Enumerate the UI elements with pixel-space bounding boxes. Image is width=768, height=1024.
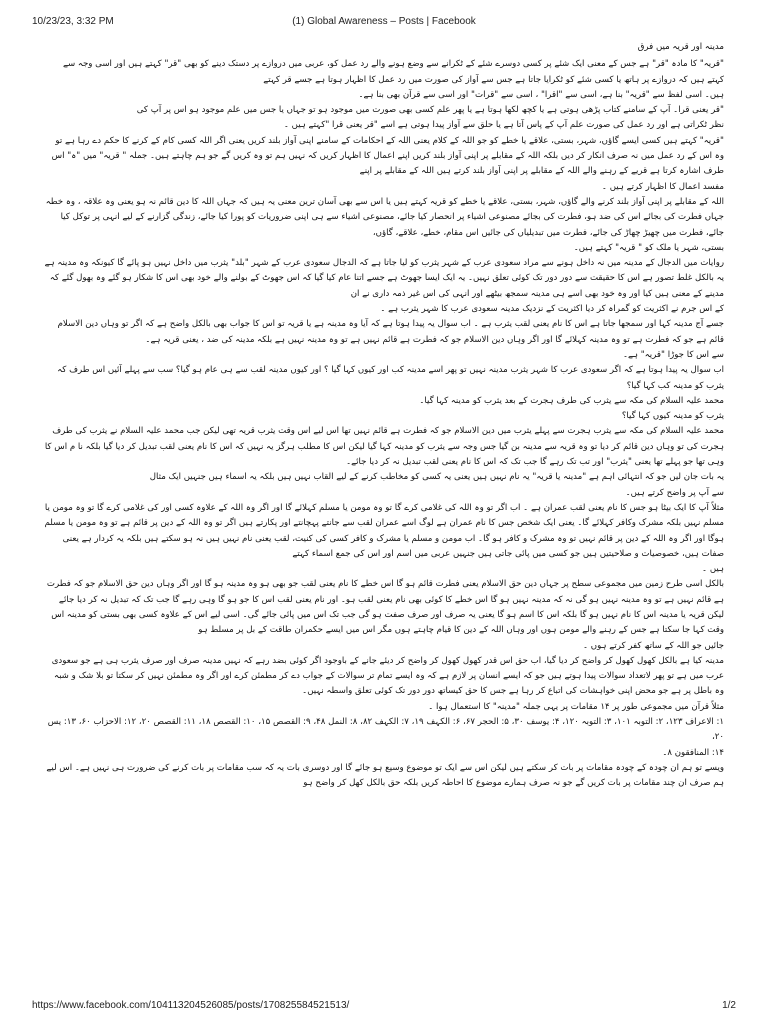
page-url: https://www.facebook.com/104113204526085/posts/170825584521513/: [32, 1000, 350, 1011]
post-paragraph: روایات میں الدجال کے مدینہ میں نہ داخل ہونے سے مراد سعودی عرب کے شہر یثرب کو لیا جاتا ہے کہ الدجال سعودی عرب کے شہر "بلد" یثرب میں داخل نہیں ہو پائے گا کیونکہ وہ مدینہ ہے یہ بالکل غلط تصور ہے اس کا حقیقت سے دور دور تک کوئی تعلق نہیں۔ یہ ایک ایسا جھوٹ ہے جسے اتنا عام کیا گیا کہ اس جھوٹ کے بولنے والے خود بھی اس کا شکار ہو گئے وہ بھول گئے کہ مدینے کے معنی ہیں کیا اور وہ خود بھی اسے ہی مدینہ سمجھ بیٹھے اور انہی کی اس غیر ذمہ داری نے ان: [44, 258, 724, 299]
post-paragraph: مدینہ کیا ہے بالکل کھول کھول کر واضح کر دیا گیا، اب حق اس قدر کھول کھول کر واضح کر دیئے جانے کے باوجود اگر کوئی بضد رہے کہ نہیں مدینہ صرف اور صرف یثرب ہی ہے جو سعودی عرب میں ہے تو پھر لاتعداد سوالات پیدا ہوتے ہیں جو کہ ایسے انسان پر لازم ہے کہ وہ ایسے تمام تر سوالات کے جواب دے کر مطمئن کرے اور اگر وہ مطمئن نہیں کر سکتا تو بلا شک و شبہ وہ باطل پر ہے جو محض اپنی خواہشات کی اتباع کر رہا ہے جس کا حق کیساتھ دور دور تک کوئی تعلق واسطہ نہیں۔: [51, 655, 724, 697]
post-paragraph: یہ بات جان لیں جو کہ انتہائی اہم ہے "مدینہ یا قریہ" یہ نام نہیں ہیں یعنی یہ کسی کو مخاطب کرنے کے لیے القاب نہیں ہیں بلکہ یہ اسماء ہیں جنہیں ایک مثال: [149, 472, 724, 483]
post-content: [44, 40, 724, 990]
post-paragraph: ہیں ۔: [702, 564, 724, 575]
post-heading: مدینہ اور قریہ میں فرق: [637, 42, 724, 52]
post-paragraph: ۱: الاعراف ۱۲۳، ۲: التوبہ ۱۰۱، ۳: التوبہ ۱۲۰، ۴: یوسف ۳۰، ۵: الحجر ۶۷، ۶: الکہف ۱۹، ۷: الکہف ۸۲، ۸: النمل ۴۸، ۹: القصص ۱۵، ۱۰: القصص ۱۸، ۱۱: القصص ۲۰، ۱۲: الاحزاب ۶۰، ۱۳: یس ۲۰،: [47, 717, 724, 743]
page-number: 1/2: [722, 1000, 736, 1011]
post-paragraph: یثرب کو مدینہ کیوں کہا گیا؟: [621, 411, 724, 422]
post-paragraph: سے اس کا جوڑا "قریہ" ہے۔: [622, 349, 724, 360]
post-paragraph: مثلاً آپ کا ایک بیٹا ہو جس کا نام یعنی لقب عمران ہے ۔ اب اگر تو وہ اللہ کی غلامی کرے گا تو وہ مومن یا مسلم کہلائے گا اور اگر وہ اللہ کے علاوہ کسی اور کی غلامی کرے گا تو وہ مومن یا مسلم نہیں بلکہ مشرک وکافر کہلائے گا۔ یعنی ایک شخص جس کا نام عمران ہے لوگ اسے عمران لقب سے جانتے پہچانتے اور پکارتے ہیں اگر تو وہ اللہ کے دین پر قائم ہے تو وہ مومن یا مسلم ہوگا اور اگر وہ اللہ کے دین پر قائم نہیں تو وہ مشرک و کافر ہو گا۔ اب مومن و مسلم یا مشرک و کافر کسی کی کنیت، لقب یعنی نام نہیں ہیں نہ ہو سکتے ہیں بلکہ یہ کردار ہے یعنی صفات ہیں، خصوصیات و صلاحیتیں ہیں جو کسی میں پائی جاتی ہیں جنہیں عربی میں اسم اور اس کی جمع اسماء کہتے: [44, 502, 724, 559]
post-paragraph: "قریہ" کہتے ہیں کسی ایسے گاؤں، شہر، بستی، علاقے یا خطے کو جو اللہ کے کلام یعنی اللہ کے احکامات کے سامنے اپنی آواز بلند کریں یعنی اگر اللہ کسی کام کے کرنے کا حکم دے رہا ہے تو وہ اس کے رد عمل میں نہ صرف انکار کر دیں بلکہ اللہ کے مقابلے پر اپنی آواز بلند کریں اپنے اعمال کا اظہار کریں کہ نہیں ہم تو وہ کریں گے جو ہم چاہتے ہیں۔ جملہ " قریہ" میں "ہ" اس طرف اشارہ کرتا ہے قریے کے رہنے والے اللہ کے مقابلے پر اپنی آواز بلند کرتے ہیں اللہ کے مقابلے پر اپنے: [51, 135, 724, 177]
post-paragraph: اب سوال یہ پیدا ہوتا ہے کہ اگر سعودی عرب کا شہر یثرب مدینہ نہیں تو پھر اسے مدینہ کب اور کیوں کہا گیا ؟ اور کیوں مدینہ لقب سے ہی عام ہو گیا؟ سب سے پہلے آئیں اس طرف کہ یثرب کو مدینہ کب کہا گیا؟: [57, 365, 724, 391]
print-header: [32, 16, 736, 30]
post-paragraph: محمد علیہ السلام کی مکہ سے یثرب ہجرت سے پہلے یثرب میں دین الاسلام جو کہ فطرت ہے قائم نہیں تھا اس لیے اس وقت یثرب قریہ تھی لیکن جب محمد علیہ السلام نے یثرب کی طرف ہجرت کی تو وہاں دین قائم کر دیا تو وہ قریہ سے مدینہ بن گیا جس وجہ سے یثرب کو مدینہ کہا گیا لیکن اس کا مطلب ہرگز یہ نہیں کہ اس کا نام یعنی لقب تبدیل کر دیا گیا بلکہ نا م اس کا وہی تھا جو پہلے تھا یعنی "یثرب" اور تب تک رہے گا جب تک کہ اس کا نام یعنی لقب تبدیل نہ کر دیا جائے۔: [44, 426, 724, 468]
post-body: [44, 57, 724, 791]
post-paragraph: "قر یعنی قرا۔ آپ کے سامنے کتاب پڑھی ہوتی ہے یا کچھ لکھا ہوتا ہے یا پھر علم کسی بھی صورت میں موجود ہو تو جہاں یا جس میں علم موجود ہو اس پر آپ کی: [136, 105, 724, 116]
post-paragraph: جائیں جو اللہ کے ساتھ کفر کرتے ہوں ۔: [583, 640, 724, 651]
post-paragraph: ویسے تو ہم ان چودہ کے چودہ مقامات پر بات کر سکتے ہیں لیکن اس سے ایک تو موضوع وسیع ہو جائے گا اور دوسری بات یہ کہ سب مقامات پر بات کرنے کی ضرورت ہی نہیں ہے۔ اس لیے ہم صرف ان چند مقامات پر بات کریں گے جو نہ صرف ہمارے موضوع کا احاطہ کریں بلکہ حق بالکل کھل کر واضح ہو: [46, 762, 724, 789]
post-paragraph: بستی، شہر یا ملک کو " قریہ" کہتے ہیں۔: [573, 242, 724, 253]
post-paragraph: جسے آج مدینہ کہا اور سمجھا جاتا ہے اس کا نام یعنی لقب یثرب ہے ۔ اب سوال یہ پیدا ہوتا ہے کہ آیا وہ مدینہ ہے یا قریہ تو اس کا جواب بھی بالکل واضح ہے کہ اگر تو وہاں دین الاسلام قائم ہے جو کہ فطرت ہے تو وہ مدینہ کہلائے گا اور اگر وہاں دین الاسلام جو کہ فطرت ہے قائم نہیں ہے تو وہ مدینہ نہیں ہے بلکہ مدینہ کی ضد ، یعنی قریہ ہے۔: [57, 319, 724, 345]
post-paragraph: بالکل اسی طرح زمین میں مجموعی سطح پر جہاں دین حق الاسلام یعنی فطرت قائم ہو گا اس خطے کا نام یعنی لقب جو بھی ہو وہ مدینہ ہو گا اور اگر وہاں دین حق الاسلام جو کہ فطرت ہے قائم نہیں ہے تو وہ مدینہ نہیں ہو گی نہ کہ مدینہ نہیں ہو گا اس خطے کا کوئی بھی نام یعنی لقب ہو۔ اور نام یعنی لقب اس کا جو ہو گا وہی رہے گا جب تک کہ تبدیل نہ کر دیا جائے لیکن قریہ یا مدینہ اس کا نام نہیں ہو گا بلکہ اس کا اسم ہو گا یعنی یہ صرف اور صرف صفت ہو گی جب تک اس میں پائی جائے گی۔ اسی لیے اس کے علاوہ کسی بھی بستی کو مدینہ اس وقت کہا جا سکتا ہے جس کے رہنے والے مومن ہوں اور وہاں اللہ کے دین کا قیام چاہتے ہوں مگر اس میں ایسے حکمران طاقت کے بل پر مسلط ہو: [46, 579, 724, 636]
print-footer: [32, 1000, 736, 1014]
post-paragraph: اللہ کے مقابلے پر اپنی آواز بلند کرنے والے گاؤں، شہر، بستی، علاقے یا خطے کو قریہ کہتے ہیں یا اس سے بھی آسان ترین معنی یہ ہیں کہ جہاں اللہ کا دین قائم نہ ہو یعنی وہ علاقہ ، وہ خطہ جہاں فطرت کی بجائے اس کی ضد ہو، فطرت کی بجائے مصنوعی اشیاء پر انحصار کیا جائے، مصنوعی اشیاء سے ہی اپنی ضروریات کو پورا کیا جائے، زندگی گزارنے کے لیے انہی پر توکل کیا جائے، فطرت میں چھیڑ چھاڑ کی جائے، فطرت میں تبدیلیاں کی جائیں اس مقام، خطے، علاقے، گاؤں،: [45, 196, 724, 238]
post-paragraph: ۱۴: المنافقون ۸۔: [662, 747, 724, 758]
post-paragraph: نظر ٹکراتی ہے اور رد عمل کی صورت علم آپ کے پاس آتا ہے یا حلق سے آواز پیدا ہوتی ہے اسے "قر یعنی قرا "کہتے ہیں ۔: [283, 120, 724, 131]
post-paragraph: مثلاً قرآن میں مجموعی طور پر ۱۴ مقامات پر یہی جملہ "مدینہ" کا استعمال ہوا ۔: [428, 701, 724, 712]
post-paragraph: سے آپ پر واضح کرتے ہیں۔: [625, 487, 724, 498]
page-title: (1) Global Awareness – Posts | Facebook: [292, 16, 476, 27]
print-datetime: 10/23/23, 3:32 PM: [32, 16, 114, 27]
post-paragraph: محمد علیہ السلام کی مکہ سے یثرب کی طرف ہجرت کے بعد یثرب کو مدینہ کہا گیا۔: [419, 395, 724, 406]
post-paragraph: "قریہ" کا مادہ "قر" ہے جس کے معنی ایک شئے پر کسی دوسرے شئے کے ٹکرانے سے وضع ہونے والے رد عمل کو، عربی میں دروازے پر دستک دینے کو بھی "قر" کہتے ہیں اور اسی وجہ سے کہتے ہیں کہ دروازے پر ہاتھ یا کسی شئے کو ٹکرایا جاتا ہے جس سے آواز کی صورت میں رد عمل کا اظہار ہوتا ہے جسے قر کہتے: [62, 59, 724, 85]
post-paragraph: مفسد اعمال کا اظہار کرتے ہیں ۔: [601, 181, 724, 192]
post-paragraph: ہیں۔ اسی لفظ سے "قریہ" بنا ہے، اسی سے "اقرا" ، اسی سے "قرات" اور اسی سے قرآن بھی بنا ہے۔: [358, 89, 724, 100]
post-paragraph: کے اس جرم نے اکثریت کو گمراہ کر دیا اکثریت کے نزدیک مدینہ سعودی عرب کا شہر یثرب ہے ۔: [380, 304, 724, 315]
